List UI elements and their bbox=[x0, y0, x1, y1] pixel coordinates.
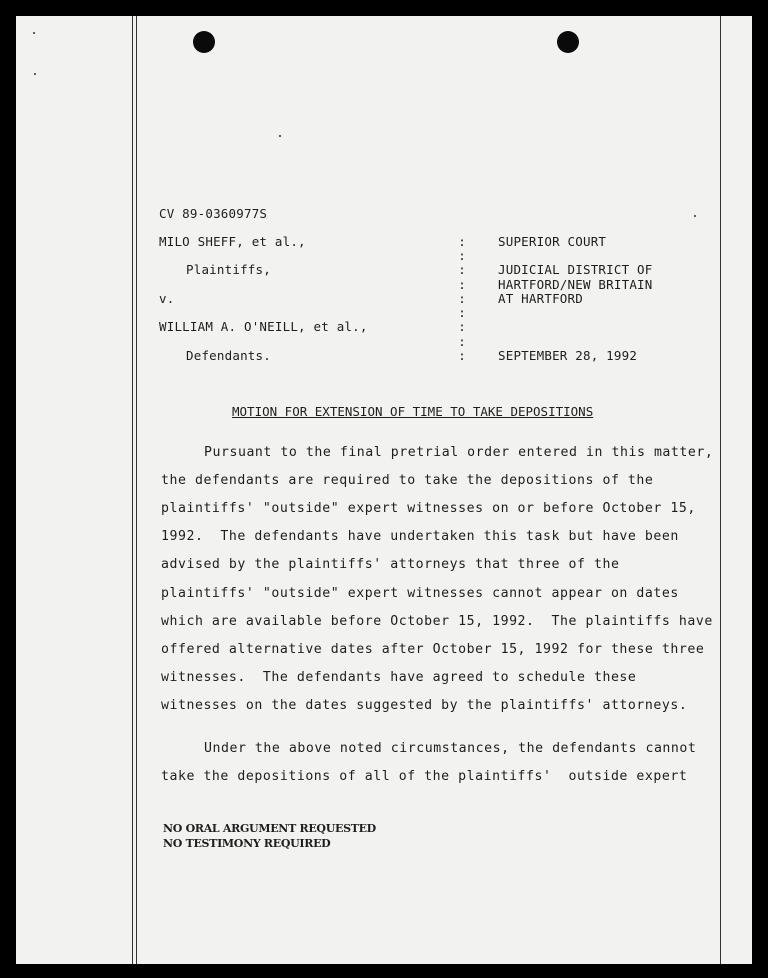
body-line: advised by the plaintiffs' attorneys that three of the bbox=[161, 557, 620, 572]
case-number: CV 89-0360977S bbox=[159, 206, 268, 221]
scan-speck bbox=[694, 215, 696, 217]
court-name: SUPERIOR COURT bbox=[498, 234, 607, 249]
margin-rule-left-1 bbox=[132, 16, 133, 964]
district-line-1: JUDICIAL DISTRICT OF bbox=[498, 262, 653, 277]
filing-date: SEPTEMBER 28, 1992 bbox=[498, 348, 638, 363]
scan-speck bbox=[279, 135, 281, 137]
caption-colon: : bbox=[458, 248, 466, 263]
margin-rule-right bbox=[720, 16, 721, 964]
testimony-note: NO TESTIMONY REQUIRED bbox=[163, 837, 331, 850]
margin-rule-left-2 bbox=[136, 16, 137, 964]
caption-colon: : bbox=[458, 277, 466, 292]
body-line: witnesses. The defendants have agreed to schedule these bbox=[161, 670, 637, 685]
body-line: the defendants are required to take the depositions of the bbox=[161, 473, 654, 488]
document-page bbox=[16, 16, 752, 964]
body-line: take the depositions of all of the plaintiffs' outside expert bbox=[161, 769, 688, 784]
caption-colon: : bbox=[458, 334, 466, 349]
versus-label: v. bbox=[159, 291, 175, 306]
district-line-3: AT HARTFORD bbox=[498, 291, 583, 306]
defendant-name: WILLIAM A. O'NEILL, et al., bbox=[159, 319, 368, 334]
body-line: plaintiffs' "outside" expert witnesses on or before October 15, bbox=[161, 501, 696, 516]
oral-argument-note: NO ORAL ARGUMENT REQUESTED bbox=[163, 822, 376, 835]
body-line: witnesses on the dates suggested by the plaintiffs' attorneys. bbox=[161, 698, 688, 713]
caption-colon: : bbox=[458, 319, 466, 334]
defendants-label: Defendants. bbox=[186, 348, 271, 363]
plaintiff-name: MILO SHEFF, et al., bbox=[159, 234, 306, 249]
caption-colon: : bbox=[458, 234, 466, 249]
caption-colon: : bbox=[458, 262, 466, 277]
motion-title: MOTION FOR EXTENSION OF TIME TO TAKE DEPOSITIONS bbox=[232, 404, 594, 419]
body-line: Pursuant to the final pretrial order entered in this matter, bbox=[204, 445, 714, 460]
body-line: 1992. The defendants have undertaken this task but have been bbox=[161, 529, 679, 544]
scan-speck bbox=[34, 73, 36, 75]
scan-speck bbox=[33, 32, 35, 34]
body-line: plaintiffs' "outside" expert witnesses cannot appear on dates bbox=[161, 586, 679, 601]
caption-colon: : bbox=[458, 305, 466, 320]
body-line: which are available before October 15, 1992. The plaintiffs have bbox=[161, 614, 713, 629]
body-line: offered alternative dates after October 15, 1992 for these three bbox=[161, 642, 705, 657]
caption-colon: : bbox=[458, 291, 466, 306]
punch-hole-left bbox=[193, 31, 215, 53]
caption-colon: : bbox=[458, 348, 466, 363]
district-line-2: HARTFORD/NEW BRITAIN bbox=[498, 277, 653, 292]
punch-hole-right bbox=[557, 31, 579, 53]
plaintiffs-label: Plaintiffs, bbox=[186, 262, 271, 277]
body-line: Under the above noted circumstances, the defendants cannot bbox=[204, 741, 697, 756]
